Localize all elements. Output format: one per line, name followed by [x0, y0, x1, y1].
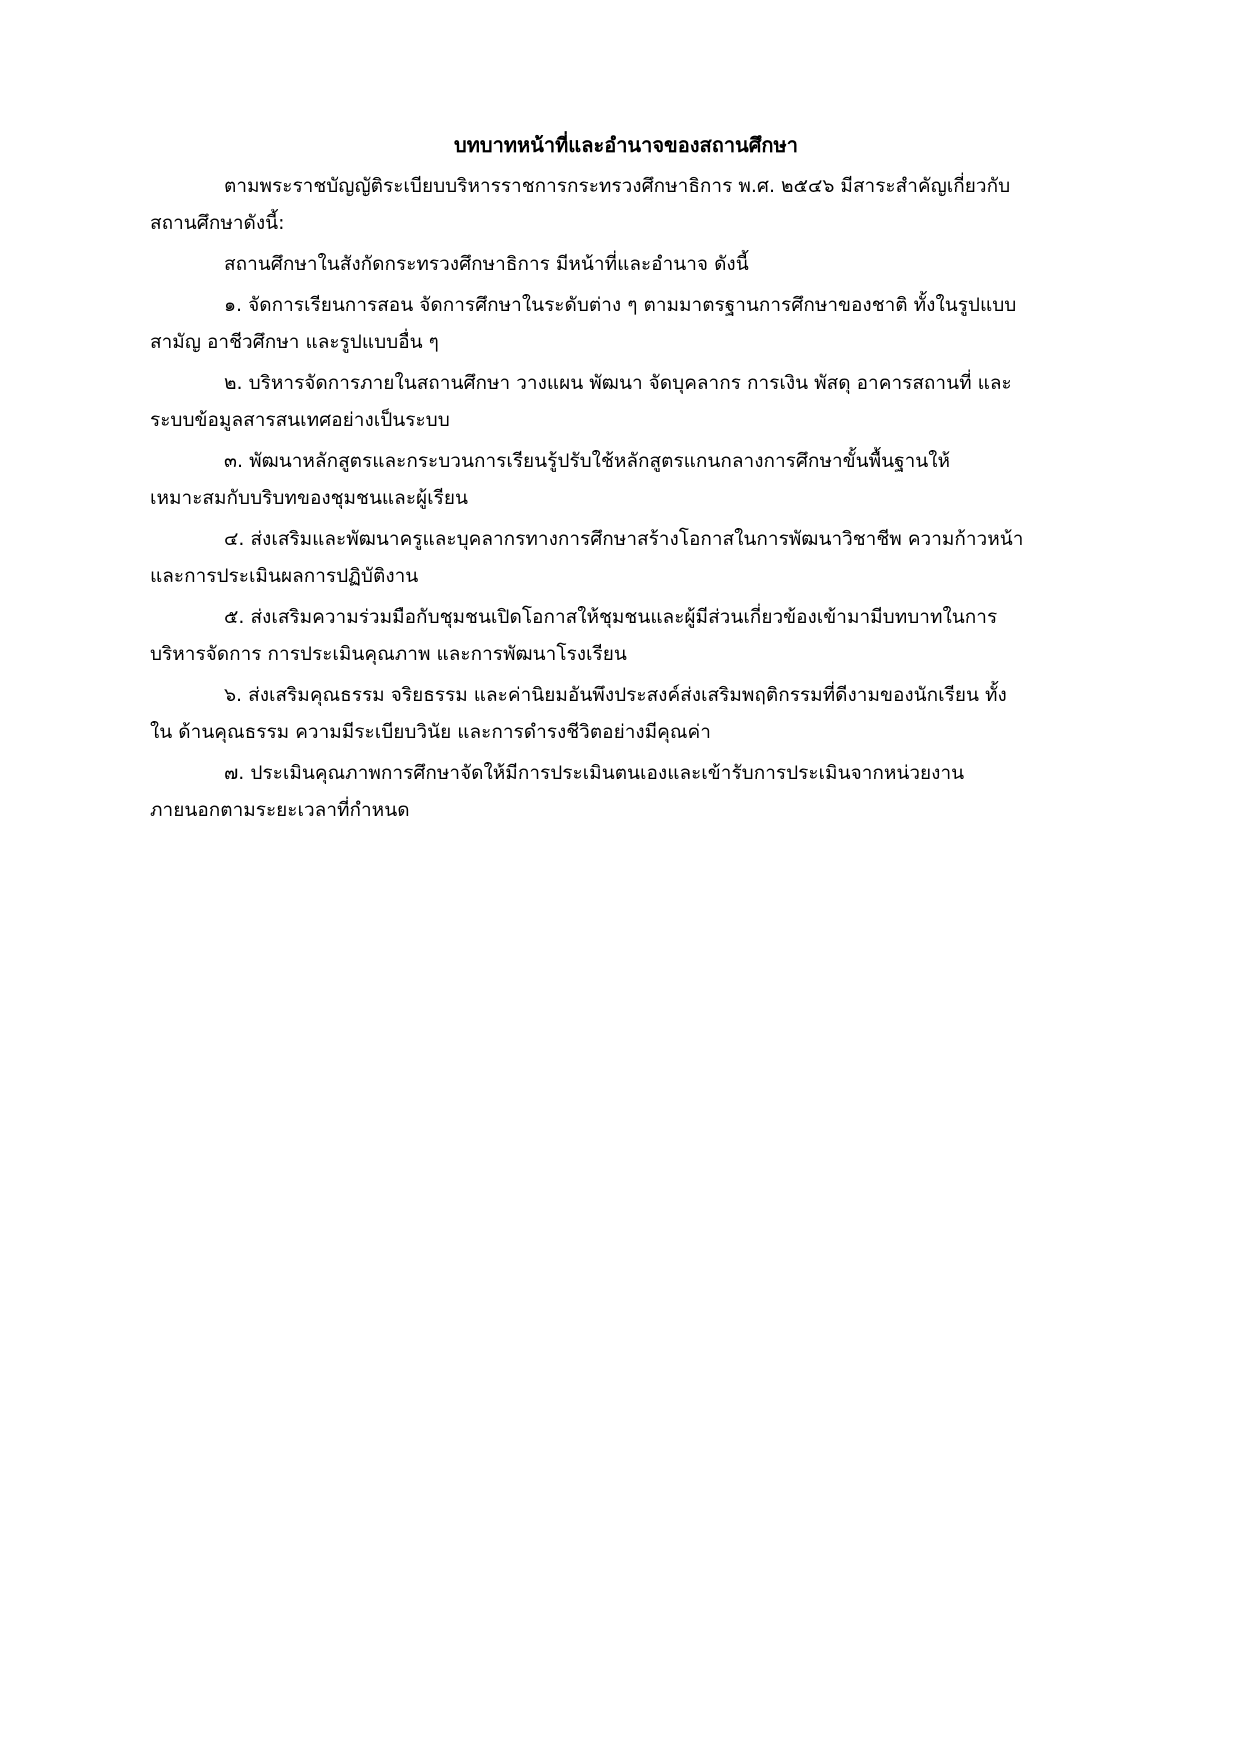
paragraph-line: สามัญ อาชีวศึกษา และรูปแบบอื่น ๆ	[150, 331, 439, 353]
paragraph-line: ตามพระราชบัญญัติระเบียบบริหารราชการกระทรวงศึกษาธิการ พ.ศ. ๒๕๔๖ มีสาระสำคัญเกี่ยวกับ	[224, 175, 1011, 197]
paragraph-line: ๑. จัดการเรียนการสอน จัดการศึกษาในระดับต่าง ๆ ตามมาตรฐานการศึกษาของชาติ ทั้งในรูปแบบ	[224, 294, 1017, 316]
paragraph-line: บริหารจัดการ การประเมินคุณภาพ และการพัฒนาโรงเรียน	[150, 643, 627, 665]
list-item-3	[150, 443, 1086, 517]
list-item-7	[150, 755, 1086, 829]
paragraph-line: ๗. ประเมินคุณภาพการศึกษาจัดให้มีการประเมินตนเองและเข้ารับการประเมินจากหน่วยงาน	[224, 762, 965, 784]
document-page	[150, 130, 1086, 833]
paragraph-line: ๕. ส่งเสริมความร่วมมือกับชุมชนเปิดโอกาสให้ชุมชนและผู้มีส่วนเกี่ยวข้องเข้ามามีบทบาทในการ	[224, 606, 998, 628]
paragraph-line: ๖. ส่งเสริมคุณธรรม จริยธรรม และค่านิยมอันพึงประสงค์ส่งเสริมพฤติกรรมที่ดีงามของนักเรียน ทั้ง	[224, 684, 1007, 706]
document-title: บทบาทหน้าที่และอำนาจของสถานศึกษา	[454, 133, 798, 157]
paragraph-line: และการประเมินผลการปฏิบัติงาน	[150, 565, 419, 587]
lead-paragraph	[150, 246, 1086, 283]
paragraph-line: ใน ด้านคุณธรรม ความมีระเบียบวินัย และการดำรงชีวิตอย่างมีคุณค่า	[150, 721, 711, 743]
intro-paragraph	[150, 168, 1086, 242]
paragraph-line: สถานศึกษาในสังกัดกระทรวงศึกษาธิการ มีหน้าที่และอำนาจ ดังนี้	[224, 253, 749, 275]
paragraph-line: สถานศึกษาดังนี้:	[150, 212, 285, 234]
paragraph-line: ๔. ส่งเสริมและพัฒนาครูและบุคลากรทางการศึกษาสร้างโอกาสในการพัฒนาวิชาชีพ ความก้าวหน้า	[224, 528, 1024, 550]
paragraph-line: ระบบข้อมูลสารสนเทศอย่างเป็นระบบ	[150, 409, 450, 431]
list-item-5	[150, 599, 1086, 673]
list-item-4	[150, 521, 1086, 595]
paragraph-line: ๓. พัฒนาหลักสูตรและกระบวนการเรียนรู้ปรับใช้หลักสูตรแกนกลางการศึกษาขั้นพื้นฐานให้	[224, 450, 951, 472]
list-item-1	[150, 287, 1086, 361]
list-item-6	[150, 677, 1086, 751]
paragraph-line: ภายนอกตามระยะเวลาที่กำหนด	[150, 799, 410, 821]
paragraph-line: ๒. บริหารจัดการภายในสถานศึกษา วางแผน พัฒนา จัดบุคลากร การเงิน พัสดุ อาคารสถานที่ และ	[224, 372, 1012, 394]
list-item-2	[150, 365, 1086, 439]
paragraph-line: เหมาะสมกับบริบทของชุมชนและผู้เรียน	[150, 487, 468, 509]
